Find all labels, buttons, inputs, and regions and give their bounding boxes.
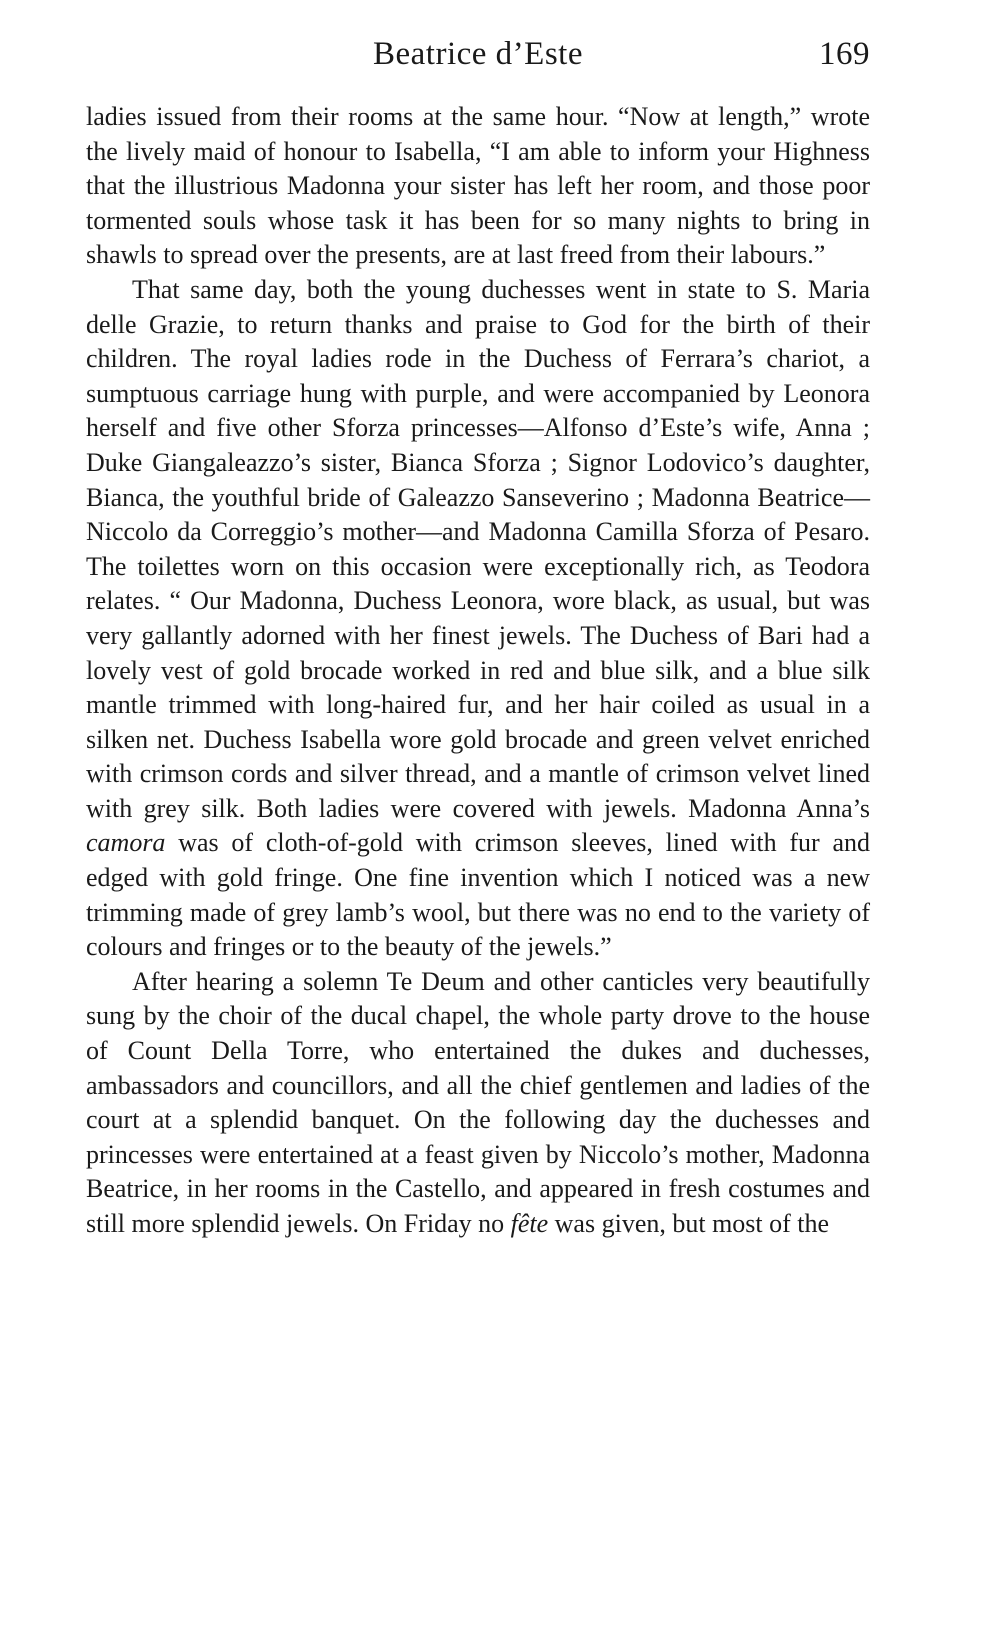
italic-term-camora: camora [86,828,166,858]
running-title: Beatrice d’Este [373,36,583,72]
paragraph-text-continued: was of cloth-of-gold with crimson sleeves, lined with fur and edged with gold fringe. One fine invention which I noticed was a new trimming made of grey lamb’s wool, but there was no end to the variety of colours and fringes or to the beauty of the jewels.” [86,828,870,962]
paragraph-text-continued: was given, but most of the [548,1209,830,1238]
running-head [86,30,870,86]
body-text [86,100,870,1242]
page-number: 169 [819,36,870,72]
paragraph-2 [86,273,870,965]
paragraph-text: ladies issued from their rooms at the same hour. “Now at length,” wrote the lively maid of honour to Isabella, “I am able to inform your Highness that the illustrious Madonna your sister has left her room, and those poor tormented souls whose task it has been for so many nights to bring in shawls to spread over the presents, are at last freed from their labours.” [86,102,870,270]
paragraph-3 [86,965,870,1242]
italic-term-fete: fête [510,1209,549,1238]
paragraph-text: After hearing a solemn Te Deum and other canticles very beautifully sung by the choir of the ducal chapel, the whole party drove to the house of Count Della Torre, who entertained the dukes and duchesses, ambassadors and councillors, and all the chief gentlemen and ladies of the court at a splendid banquet. On the following day the duchesses and princesses were entertained at a feast given by Niccolo’s mother, Madonna Beatrice, in her rooms in the Castello, and appeared in fresh costumes and still more splendid jewels. On Friday no [86,966,870,1238]
paragraph-text: That same day, both the young duchesses went in state to S. Maria delle Grazie, to return thanks and praise to God for the birth of their children. The royal ladies rode in the Duchess of Ferrara’s chariot, a sumptuous carriage hung with purple, and were accompanied by Leonora herself and five other Sforza princesses—Alfonso d’Este’s wife, Anna ; Duke Giangaleazzo’s sister, Bianca Sforza ; Signor Lodovico’s daughter, Bianca, the youthful bride of Galeazzo Sanseverino ; Madonna Beatrice—Niccolo da Correggio’s mother—and Madonna Camilla Sforza of Pesaro. The toilettes worn on this occasion were exceptionally rich, as Teodora relates. “ Our Madonna, Duchess Leonora, wore black, as usual, but was very gallantly adorned with her finest jewels. The Duchess of Bari had a lovely vest of gold brocade worked in red and blue silk, and a blue silk mantle trimmed with long-haired fur, and her hair coiled as usual in a silken net. Duchess Isabella wore gold brocade and green velvet enriched with crimson cords and silver thread, and a mantle of crimson velvet lined with grey silk. Both ladies were covered with jewels. Madonna Anna’s [86,274,870,823]
paragraph-1 [86,100,870,273]
book-page [86,30,870,1242]
